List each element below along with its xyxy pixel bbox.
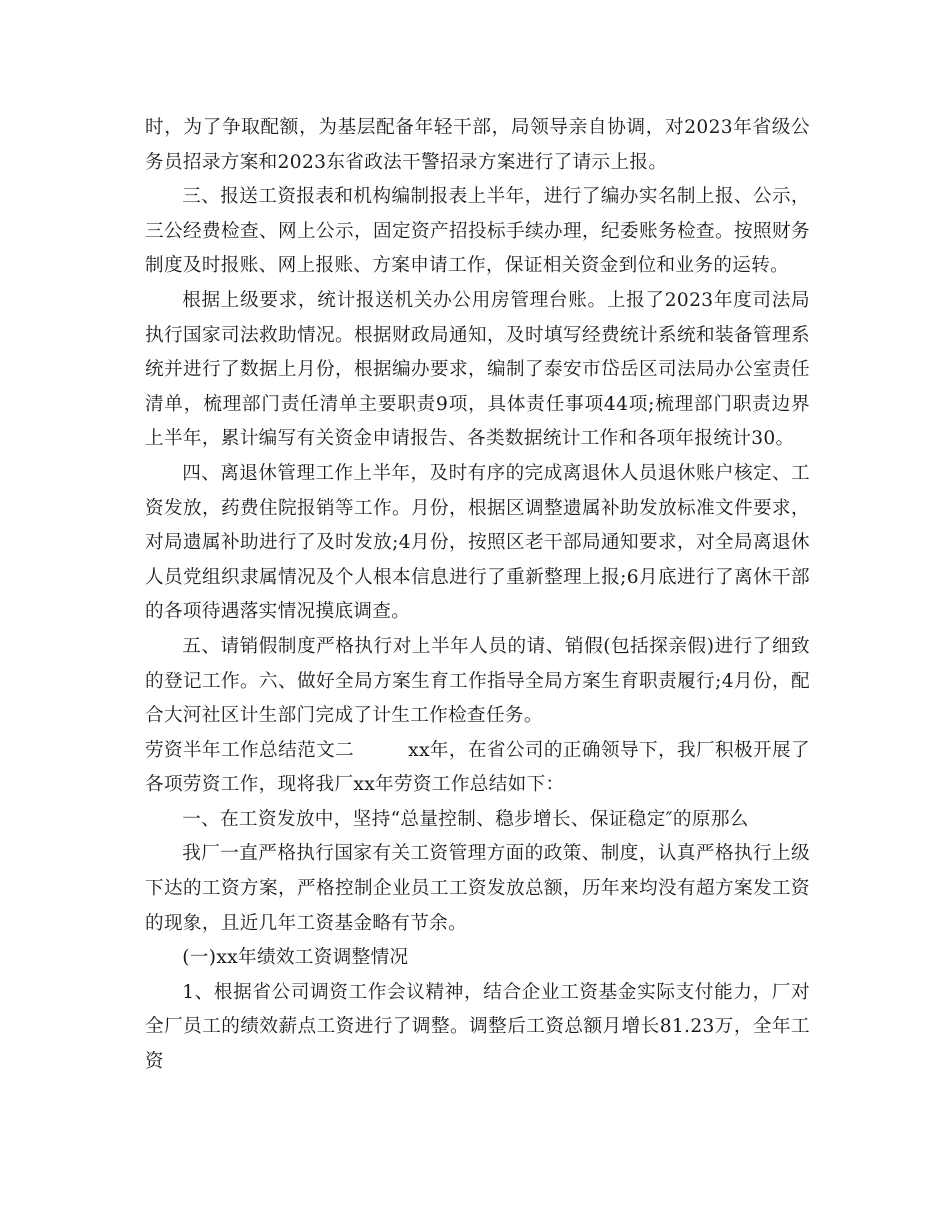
paragraph-2: 三、报送工资报表和机构编制报表上半年，进行了编办实名制上报、公示，三公经费检查、网上公示，固定资产招投标手续办理，纪委账务检查。按照财务制度及时报账、网上报账、方案申请工作，保证相关资金到位和业务的运转。 (145, 186, 810, 277)
paragraph-5: 五、请销假制度严格执行对上半年人员的请、销假(包括探亲假)进行了细致的登记工作。六、做好全局方案生育工作指导全局方案生育职责履行;4月份，配合大河社区计生部门完成了计生工作检查任务。 (145, 635, 810, 727)
paragraph-principle: 一、在工资发放中，坚持“总量控制、稳步增长、保证稳定″的原那么 (182, 808, 749, 830)
section-intro: xx年，在省公司的正确领导下，我厂积极开展了各项劳资工作，现将我厂xx年劳资工作总结如下： (145, 739, 810, 796)
section-intro-paragraph (145, 734, 810, 803)
document-body (145, 111, 810, 1080)
paragraph-1: 时，为了争取配额，为基层配备年轻干部，局领导亲自协调，对2023年省级公务员招录方案和2023东省政法干警招录方案进行了请示上报。 (145, 117, 810, 173)
paragraph-subheading: (一)xx年绩效工资调整情况 (182, 947, 409, 969)
paragraph-adjustment: 1、根据省公司调资工作会议精神，结合企业工资基金实际支付能力，厂对全厂员工的绩效薪点工资进行了调整。调整后工资总额月增长81.23万，全年工资 (145, 981, 810, 1073)
section-title: 劳资半年工作总结范文二 (145, 739, 355, 761)
paragraph-policy: 我厂一直严格执行国家有关工资管理方面的政策、制度，认真严格执行上级下达的工资方案，严格控制企业员工工资发放总额，历年来均没有超方案发工资的现象，且近几年工资基金略有节余。 (145, 843, 810, 934)
paragraph-3: 根据上级要求，统计报送机关办公用房管理台账。上报了2023年度司法局执行国家司法救助情况。根据财政局通知，及时填写经费统计系统和装备管理系统并进行了数据上月份，根据编办要求，编制了泰安市岱岳区司法局办公室责任清单，梳理部门责任清单主要职责9项，具体责任事项44项;梳理部门职责边界上半年，累计编写有关资金申请报告、各类数据统计工作和各项年报统计30。 (145, 289, 810, 450)
paragraph-4: 四、离退休管理工作上半年，及时有序的完成离退休人员退休账户核定、工资发放，药费住院报销等工作。月份，根据区调整遗属补助发放标准文件要求，对局遗属补助进行了及时发放;4月份，按照区老干部局通知要求，对全局离退休人员党组织隶属情况及个人根本信息进行了重新整理上报;6月底进行了离休干部的各项待遇落实情况摸底调查。 (145, 462, 810, 623)
